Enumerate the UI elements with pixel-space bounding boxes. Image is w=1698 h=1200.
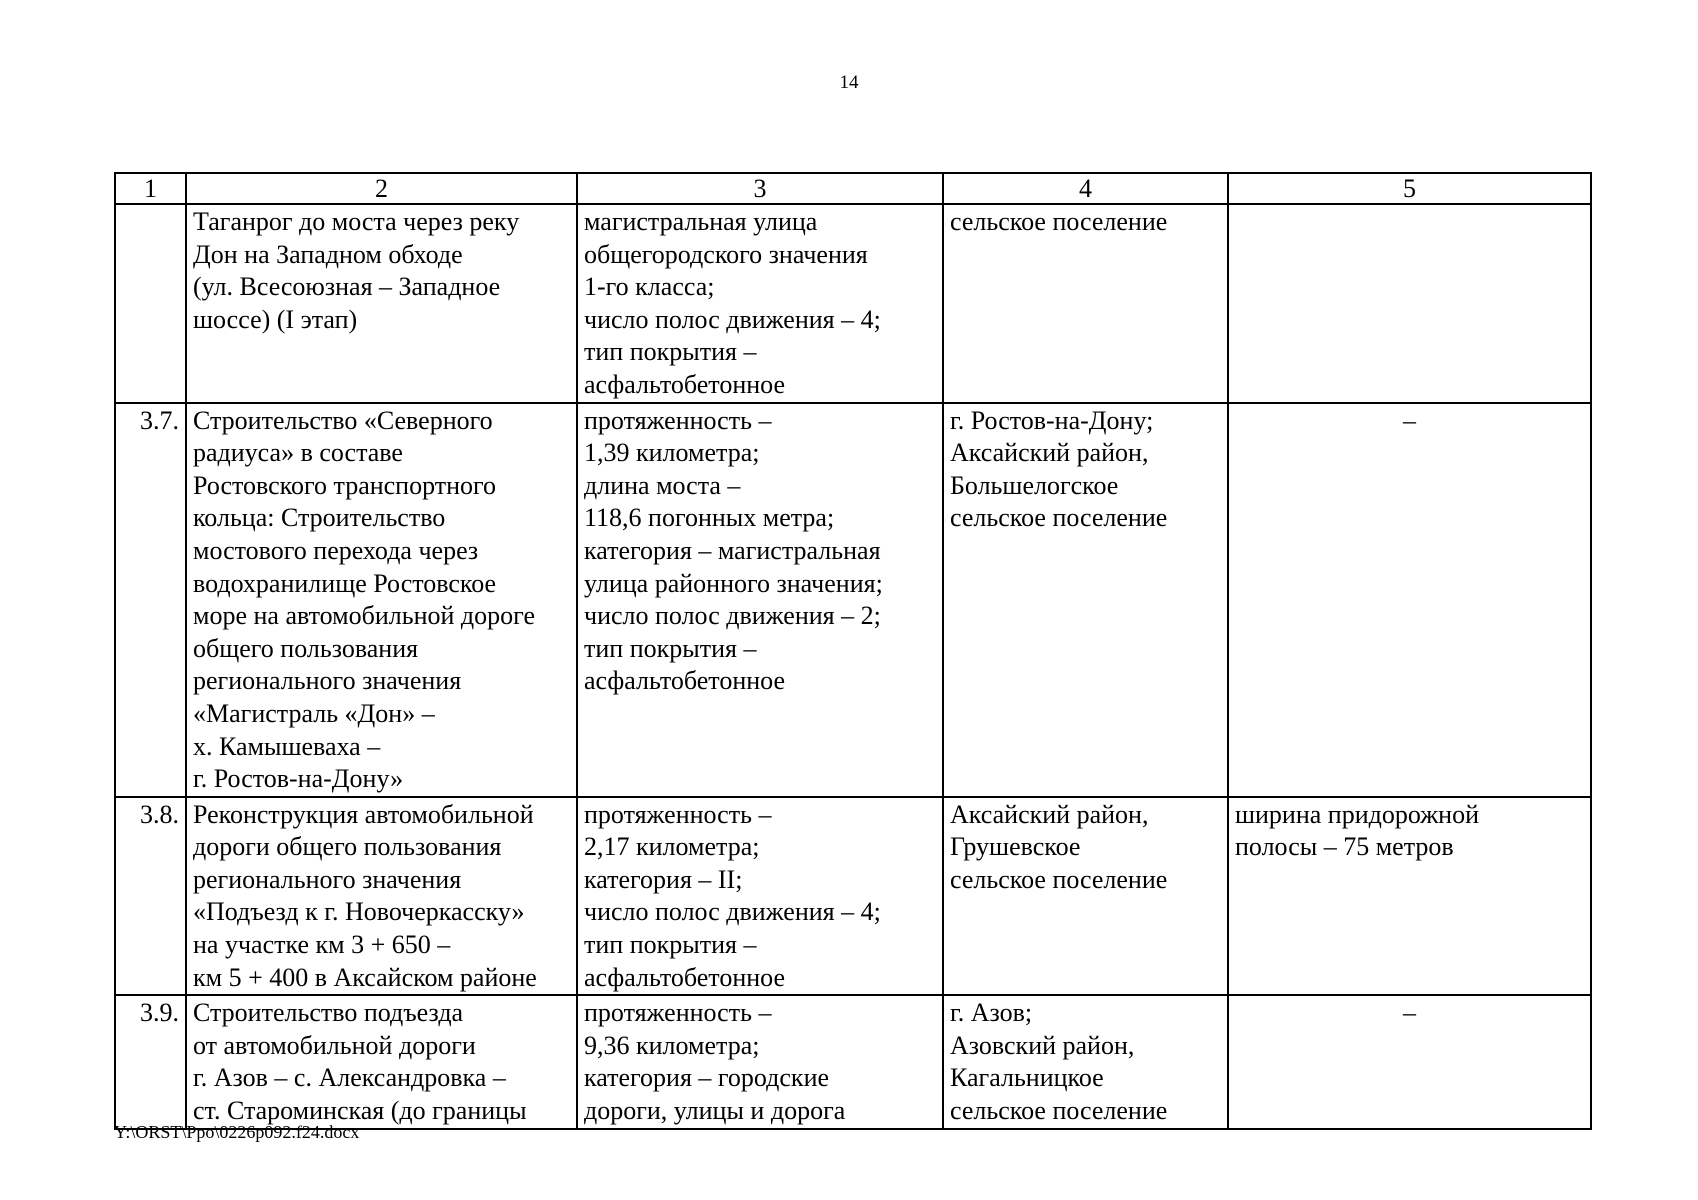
cell-text-line: общегородского значения [584, 239, 868, 269]
cell-text-line: Ростовского транспортного [193, 470, 497, 500]
cell-text-line: радиуса» в составе [193, 438, 403, 468]
zone-cell [1228, 204, 1591, 403]
row-number-cell: 3.7. [115, 403, 186, 797]
cell-text-line: 1,39 километра; [584, 438, 760, 468]
characteristics-cell [577, 995, 943, 1128]
cell-text-line: число полос движения – 2; [584, 601, 881, 631]
cell-text-line: ст. Староминская (до границы [193, 1096, 527, 1126]
cell-text-line: тип покрытия – [584, 930, 757, 960]
characteristics-cell [577, 403, 943, 797]
location-cell [943, 797, 1228, 996]
column-header-3: 3 [577, 173, 943, 204]
column-header-2: 2 [186, 173, 577, 204]
table-body [115, 204, 1591, 1129]
cell-text-line: асфальтобетонное [584, 666, 786, 696]
cell-text-line: г. Азов – с. Александровка – [193, 1063, 506, 1093]
row-number-cell: 3.9. [115, 995, 186, 1128]
cell-text-line: регионального значения [193, 666, 462, 696]
cell-text-line: категория – городские [584, 1063, 830, 1093]
cell-text-line: дороги общего пользования [193, 832, 502, 862]
cell-text-line: сельское поселение [950, 864, 1168, 894]
cell-text-line: мостового перехода через [193, 535, 479, 565]
cell-text-line: сельское поселение [950, 207, 1168, 236]
file-path-footer: Y:\ORST\Ppo\0226p092.f24.docx [114, 1122, 360, 1142]
cell-text-line: Азовский район, [950, 1030, 1135, 1060]
cell-text-line: 118,6 погонных метра; [584, 503, 835, 533]
cell-text-line: Строительство подъезда [193, 998, 464, 1028]
table-header-row [115, 173, 1591, 204]
cell-text-line: х. Камышеваха – [193, 731, 381, 761]
row-number-cell [115, 204, 186, 403]
column-header-5: 5 [1228, 173, 1591, 204]
cell-text-line: асфальтобетонное [584, 962, 786, 992]
table-row [115, 995, 1591, 1128]
column-header-4: 4 [943, 173, 1228, 204]
cell-text-line: «Магистраль «Дон» – [193, 698, 435, 728]
cell-text-line: шоссе) (I этап) [193, 304, 358, 334]
cell-text-line: дороги, улицы и дорога [584, 1096, 846, 1126]
location-cell [943, 995, 1228, 1128]
cell-text-line: полосы – 75 метров [1235, 832, 1454, 862]
object-name-cell [186, 797, 577, 996]
cell-text-line: сельское поселение [950, 503, 1168, 533]
cell-text-line: категория – II; [584, 864, 743, 894]
cell-text-line: Аксайский район, [950, 438, 1149, 468]
cell-text-line: – [1403, 998, 1416, 1028]
cell-text-line: Кагальницкое [950, 1063, 1104, 1093]
cell-text-line: 1-го класса; [584, 272, 715, 302]
cell-text-line: г. Ростов-на-Дону; [950, 405, 1154, 435]
characteristics-cell [577, 797, 943, 996]
cell-text-line: Реконструкция автомобильной [193, 799, 534, 829]
object-name-cell [186, 995, 577, 1128]
zone-cell [1228, 403, 1591, 797]
zone-cell [1228, 797, 1591, 996]
cell-text-line: – [1403, 405, 1416, 435]
cell-text-line: км 5 + 400 в Аксайском районе [193, 962, 537, 992]
cell-text-line: Строительство «Северного [193, 405, 493, 435]
table-row [115, 403, 1591, 797]
cell-text-line: магистральная улица [584, 207, 818, 236]
cell-text-line: водохранилище Ростовское [193, 568, 497, 598]
zone-cell [1228, 995, 1591, 1128]
document-table [114, 172, 1592, 1130]
page-number: 14 [839, 72, 859, 93]
cell-text-line: тип покрытия – [584, 337, 757, 367]
cell-text-line: (ул. Всесоюзная – Западное [193, 272, 501, 302]
cell-text-line: сельское поселение [950, 1096, 1168, 1126]
cell-text-line: «Подъезд к г. Новочеркасску» [193, 897, 525, 927]
cell-text-line: асфальтобетонное [584, 369, 786, 399]
cell-text-line: длина моста – [584, 470, 741, 500]
cell-text-line: общего пользования [193, 633, 419, 663]
object-name-cell [186, 204, 577, 403]
row-number-cell: 3.8. [115, 797, 186, 996]
cell-text-line: на участке км 3 + 650 – [193, 930, 451, 960]
cell-text-line: г. Азов; [950, 998, 1033, 1028]
table-row [115, 204, 1591, 403]
table-row [115, 797, 1591, 996]
cell-text-line: число полос движения – 4; [584, 897, 881, 927]
cell-text-line: регионального значения [193, 864, 462, 894]
cell-text-line: Аксайский район, [950, 799, 1149, 829]
cell-text-line: протяженность – [584, 998, 772, 1028]
cell-text-line: 2,17 километра; [584, 832, 760, 862]
cell-text-line: Таганрог до моста через реку [193, 207, 520, 236]
cell-text-line: от автомобильной дороги [193, 1030, 476, 1060]
cell-text-line: число полос движения – 4; [584, 304, 881, 334]
cell-text-line: протяженность – [584, 799, 772, 829]
cell-text-line: Грушевское [950, 832, 1081, 862]
characteristics-cell [577, 204, 943, 403]
cell-text-line: ширина придорожной [1235, 799, 1480, 829]
cell-text-line: улица районного значения; [584, 568, 883, 598]
cell-text-line: море на автомобильной дороге [193, 601, 535, 631]
cell-text-line: 9,36 километра; [584, 1030, 760, 1060]
location-cell [943, 204, 1228, 403]
cell-text-line: Дон на Западном обходе [193, 239, 463, 269]
cell-text-line: кольца: Строительство [193, 503, 446, 533]
cell-text-line: протяженность – [584, 405, 772, 435]
cell-text-line: категория – магистральная [584, 535, 881, 565]
cell-text-line: тип покрытия – [584, 633, 757, 663]
cell-text-line: г. Ростов-на-Дону» [193, 764, 404, 794]
object-name-cell [186, 403, 577, 797]
location-cell [943, 403, 1228, 797]
cell-text-line: Большелогское [950, 470, 1119, 500]
column-header-1: 1 [115, 173, 186, 204]
